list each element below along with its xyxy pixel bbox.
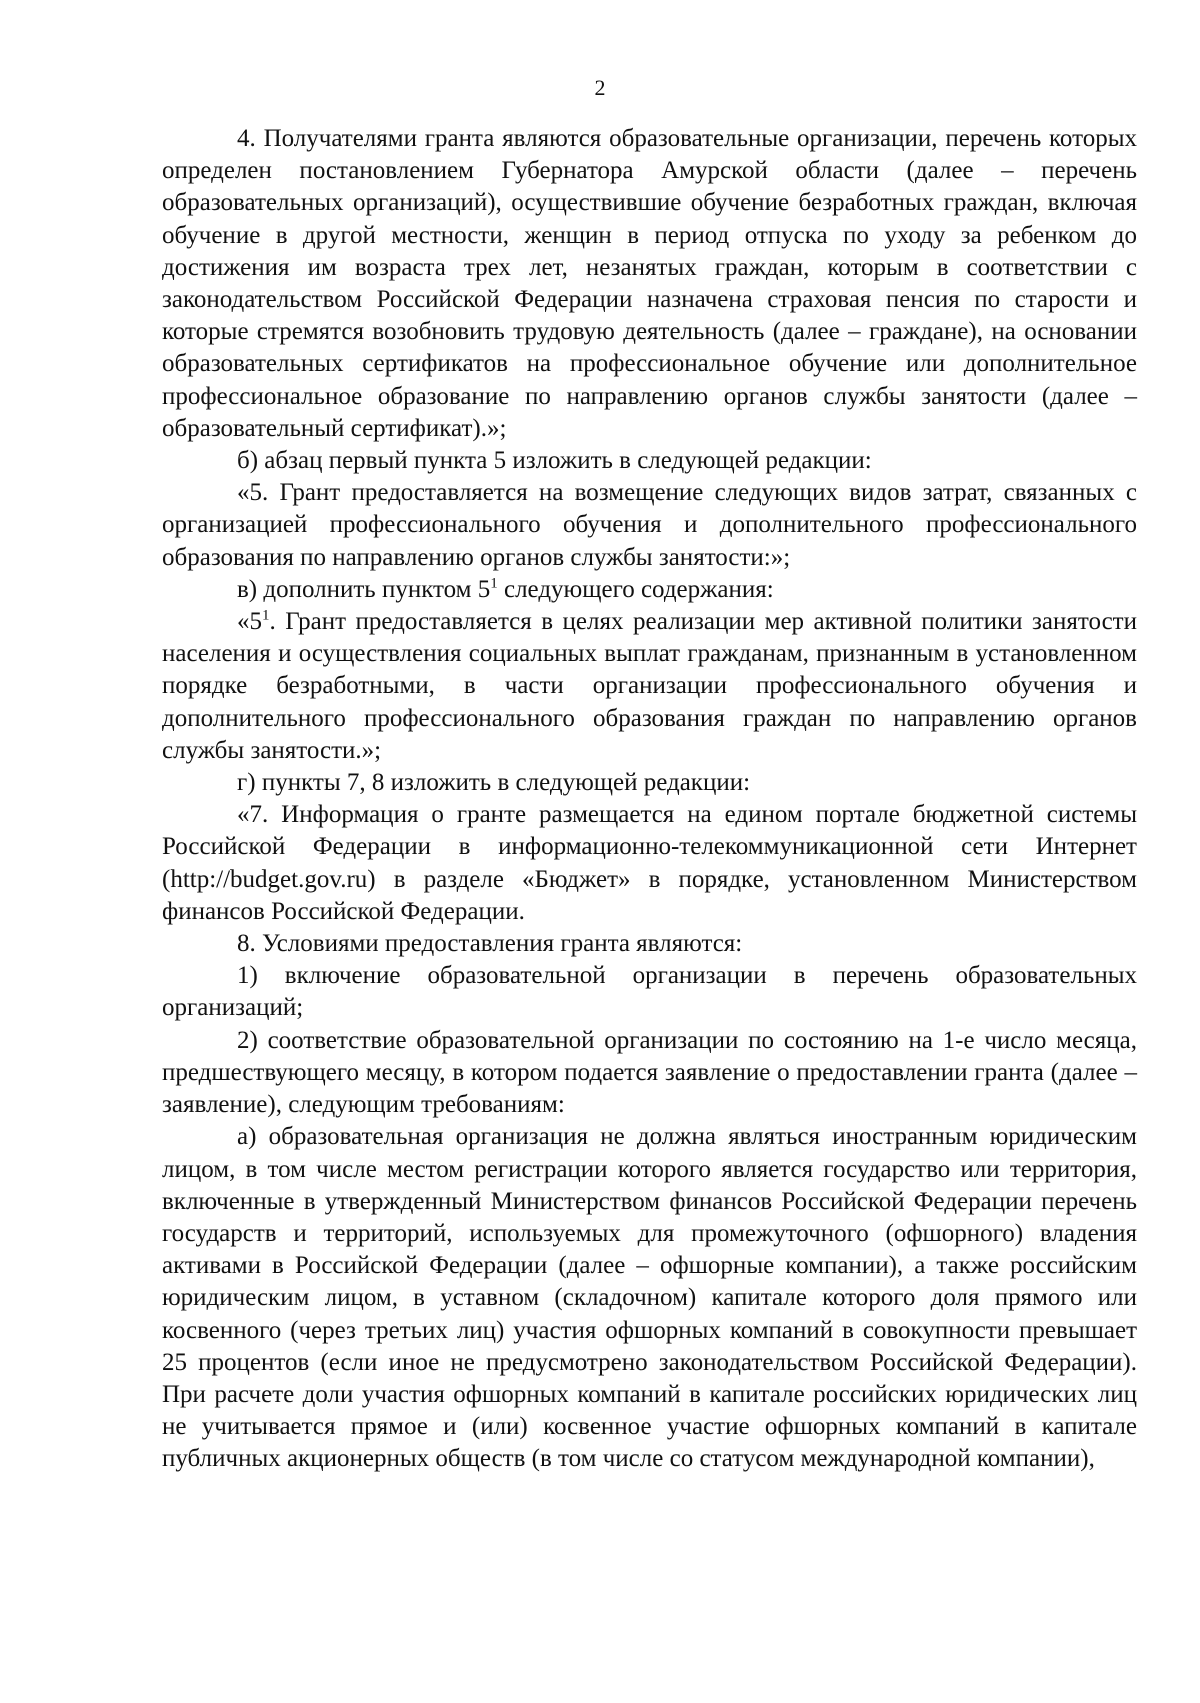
- document-body: [162, 123, 1137, 1476]
- paragraph-item-5-1: [162, 606, 1137, 767]
- paragraph-subitem-b: б) абзац первый пункта 5 изложить в следующей редакции:: [237, 447, 872, 475]
- paragraph-item-4: 4. Получателями гранта являются образовательные организации, перечень которых определен постановлением Губернатора Амурской области (далее – перечень образовательных организаций), осуществившие обучение безработных граждан, включая обучение в другой местности, женщин в период отпуска по уходу за ребенком до достижения им возраста трех лет, незанятых граждан, которым в соответствии с законодательством Российской Федерации назначена страховая пенсия по старости и которые стремятся возобновить трудовую деятельность (далее – граждане), на основании образовательных сертификатов на профессиональное обучение или дополнительное профессиональное образование по направлению органов службы занятости (далее – образовательный сертификат).»;: [162, 125, 1137, 442]
- paragraph-text: «5: [237, 608, 262, 636]
- paragraph-item-5: «5. Грант предоставляется на возмещение следующих видов затрат, связанных с организацией профессионального обучения и дополнительного профессионального образования по направлению органов службы занятости:»;: [162, 479, 1137, 571]
- paragraph-subitem-v: [162, 574, 1137, 606]
- superscript-marker: 1: [490, 575, 498, 592]
- paragraph-item-8-2: 2) соответствие образовательной организации по состоянию на 1-е число месяца, предшествующего месяцу, в котором подается заявление о предоставлении гранта (далее – заявление), следующим требованиям:: [162, 1026, 1137, 1119]
- paragraph-text: следующего содержания:: [497, 575, 774, 603]
- page-number: 2: [594, 75, 606, 100]
- paragraph-subitem-g: г) пункты 7, 8 изложить в следующей редакции:: [237, 769, 751, 797]
- paragraph-item-8-2a: а) образовательная организация не должна являться иностранным юридическим лицом, в том числе местом регистрации которого является государство или территория, включенные в утвержденный Министерством финансов Российской Федерации перечень государств и территорий, используемых для промежуточного (офшорного) владения активами в Российской Федерации (далее – офшорные компании), а также российским юридическим лицом, в уставном (складочном) капитале которого доля прямого или косвенного (через третьих лиц) участия офшорных компаний в совокупности превышает 25 процентов (если иное не предусмотрено законодательством Российской Федерации). При расчете доли участия офшорных компаний в капитале российских юридических лиц не учитывается прямое и (или) косвенное участие офшорных компаний в капитале публичных акционерных обществ (в том числе со статусом международной компании),: [162, 1123, 1137, 1473]
- superscript-marker: 1: [262, 607, 270, 624]
- paragraph-text: . Грант предоставляется в целях реализации мер активной политики занятости населения и осуществления социальных выплат гражданам, признанным в установленном порядке безработными, в части организации профессионального обучения и дополнительного профессионального образования граждан по направлению органов службы занятости.»;: [162, 608, 1137, 764]
- paragraph-item-8: 8. Условиями предоставления гранта являются:: [237, 930, 743, 958]
- paragraph-text: в) дополнить пунктом 5: [237, 575, 491, 603]
- paragraph-item-7: «7. Информация о гранте размещается на едином портале бюджетной системы Российской Федерации в информационно-телекоммуникационной сети Интернет (http://budget.gov.ru) в разделе «Бюджет» в порядке, установленном Министерством финансов Российской Федерации.: [162, 801, 1137, 925]
- paragraph-item-8-1: 1) включение образовательной организации в перечень образовательных организаций;: [162, 962, 1137, 1022]
